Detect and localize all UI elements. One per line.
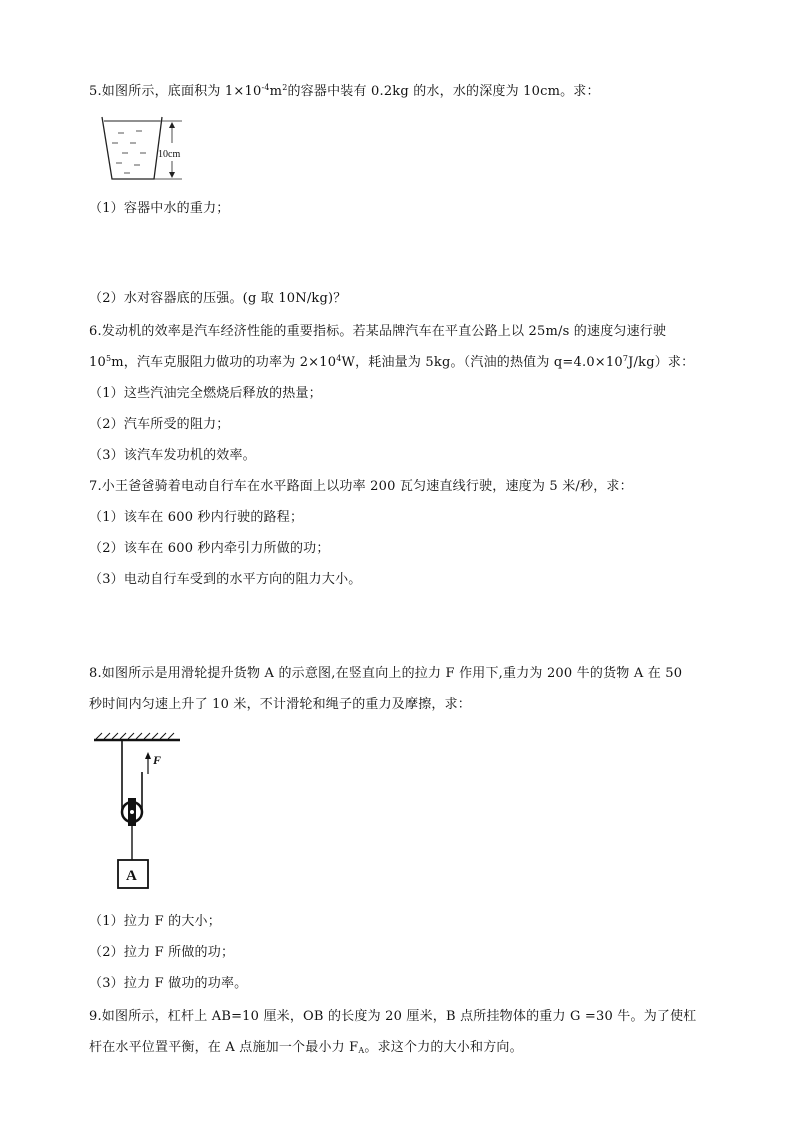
q7-part2: （2）该车在 600 秒内牵引力所做的功； [89,541,330,556]
q6-stem-line1: 6.发动机的效率是汽车经济性能的重要指标。若某品牌汽车在平直公路上以 25m/s 的速度匀速行驶 [89,324,667,339]
q8-part2: （2）拉力 F 所做的功； [89,945,235,960]
block-a-label: A [126,868,137,884]
arrow-up-icon [169,122,175,128]
container-figure [96,113,206,183]
pulley-figure [92,732,182,894]
ceiling-hatch [96,733,174,739]
arrow-up-icon [145,752,151,759]
q6-part3: （3）该汽车发功机的效率。 [89,448,256,463]
q7-stem: 7.小王爸爸骑着电动自行车在水平路面上以功率 200 瓦匀速直线行驶，速度为 5 米/秒，求： [89,479,633,494]
water-marks [112,131,146,173]
q5-stem: 5.如图所示，底面积为 $1\times 10^{-4}m^2$的容器中装有 0.2kg 的水，水的深度为 10cm。求： [89,83,600,99]
q6-part2: （2）汽车所受的阻力； [89,417,230,432]
q5-part2: （2）水对容器底的压强。(g 取 10N/kg)？ [89,291,347,306]
q6-part1: （1）这些汽油完全燃烧后释放的热量； [89,386,322,401]
q5-part1: （1）容器中水的重力； [89,201,230,216]
q9-line2: 杆在水平位置平衡，在 A 点施加一个最小力 $F_A$。求这个力的大小和方向。 [89,1040,523,1055]
q8-stem-line2: 秒时间内匀速上升了 10 米，不计滑轮和绳子的重力及摩擦，求： [89,697,472,712]
q8-part1: （1）拉力 F 的大小； [89,914,221,929]
pulley-axle [130,810,134,814]
q7-part1: （1）该车在 600 秒内行驶的路程； [89,510,304,525]
force-label: F [153,753,162,767]
q8-part3: （3）拉力 F 做功的功率。 [89,976,248,991]
arrow-down-icon [169,172,175,178]
q9-line1: 9.如图所示，杠杆上 AB=10 厘米，OB 的长度为 20 厘米，B 点所挂物体的重力 G =30 牛。为了使杠 [89,1009,697,1024]
q8-stem-line1: 8.如图所示是用滑轮提升货物 A 的示意图,在竖直向上的拉力 F 作用下,重力为 200 牛的货物 A 在 50 [89,666,683,681]
q6-stem-line2: $10^5m$，汽车克服阻力做功的功率为 $2\times 10^4W$，耗油量为 5kg。（汽油的热值为 $q=4.0\times 10^7J/kg$）求： [89,354,695,370]
q7-part3: （3）电动自行车受到的水平方向的阻力大小。 [89,572,362,587]
container-outline [102,117,162,179]
depth-label: 10cm [158,149,181,160]
